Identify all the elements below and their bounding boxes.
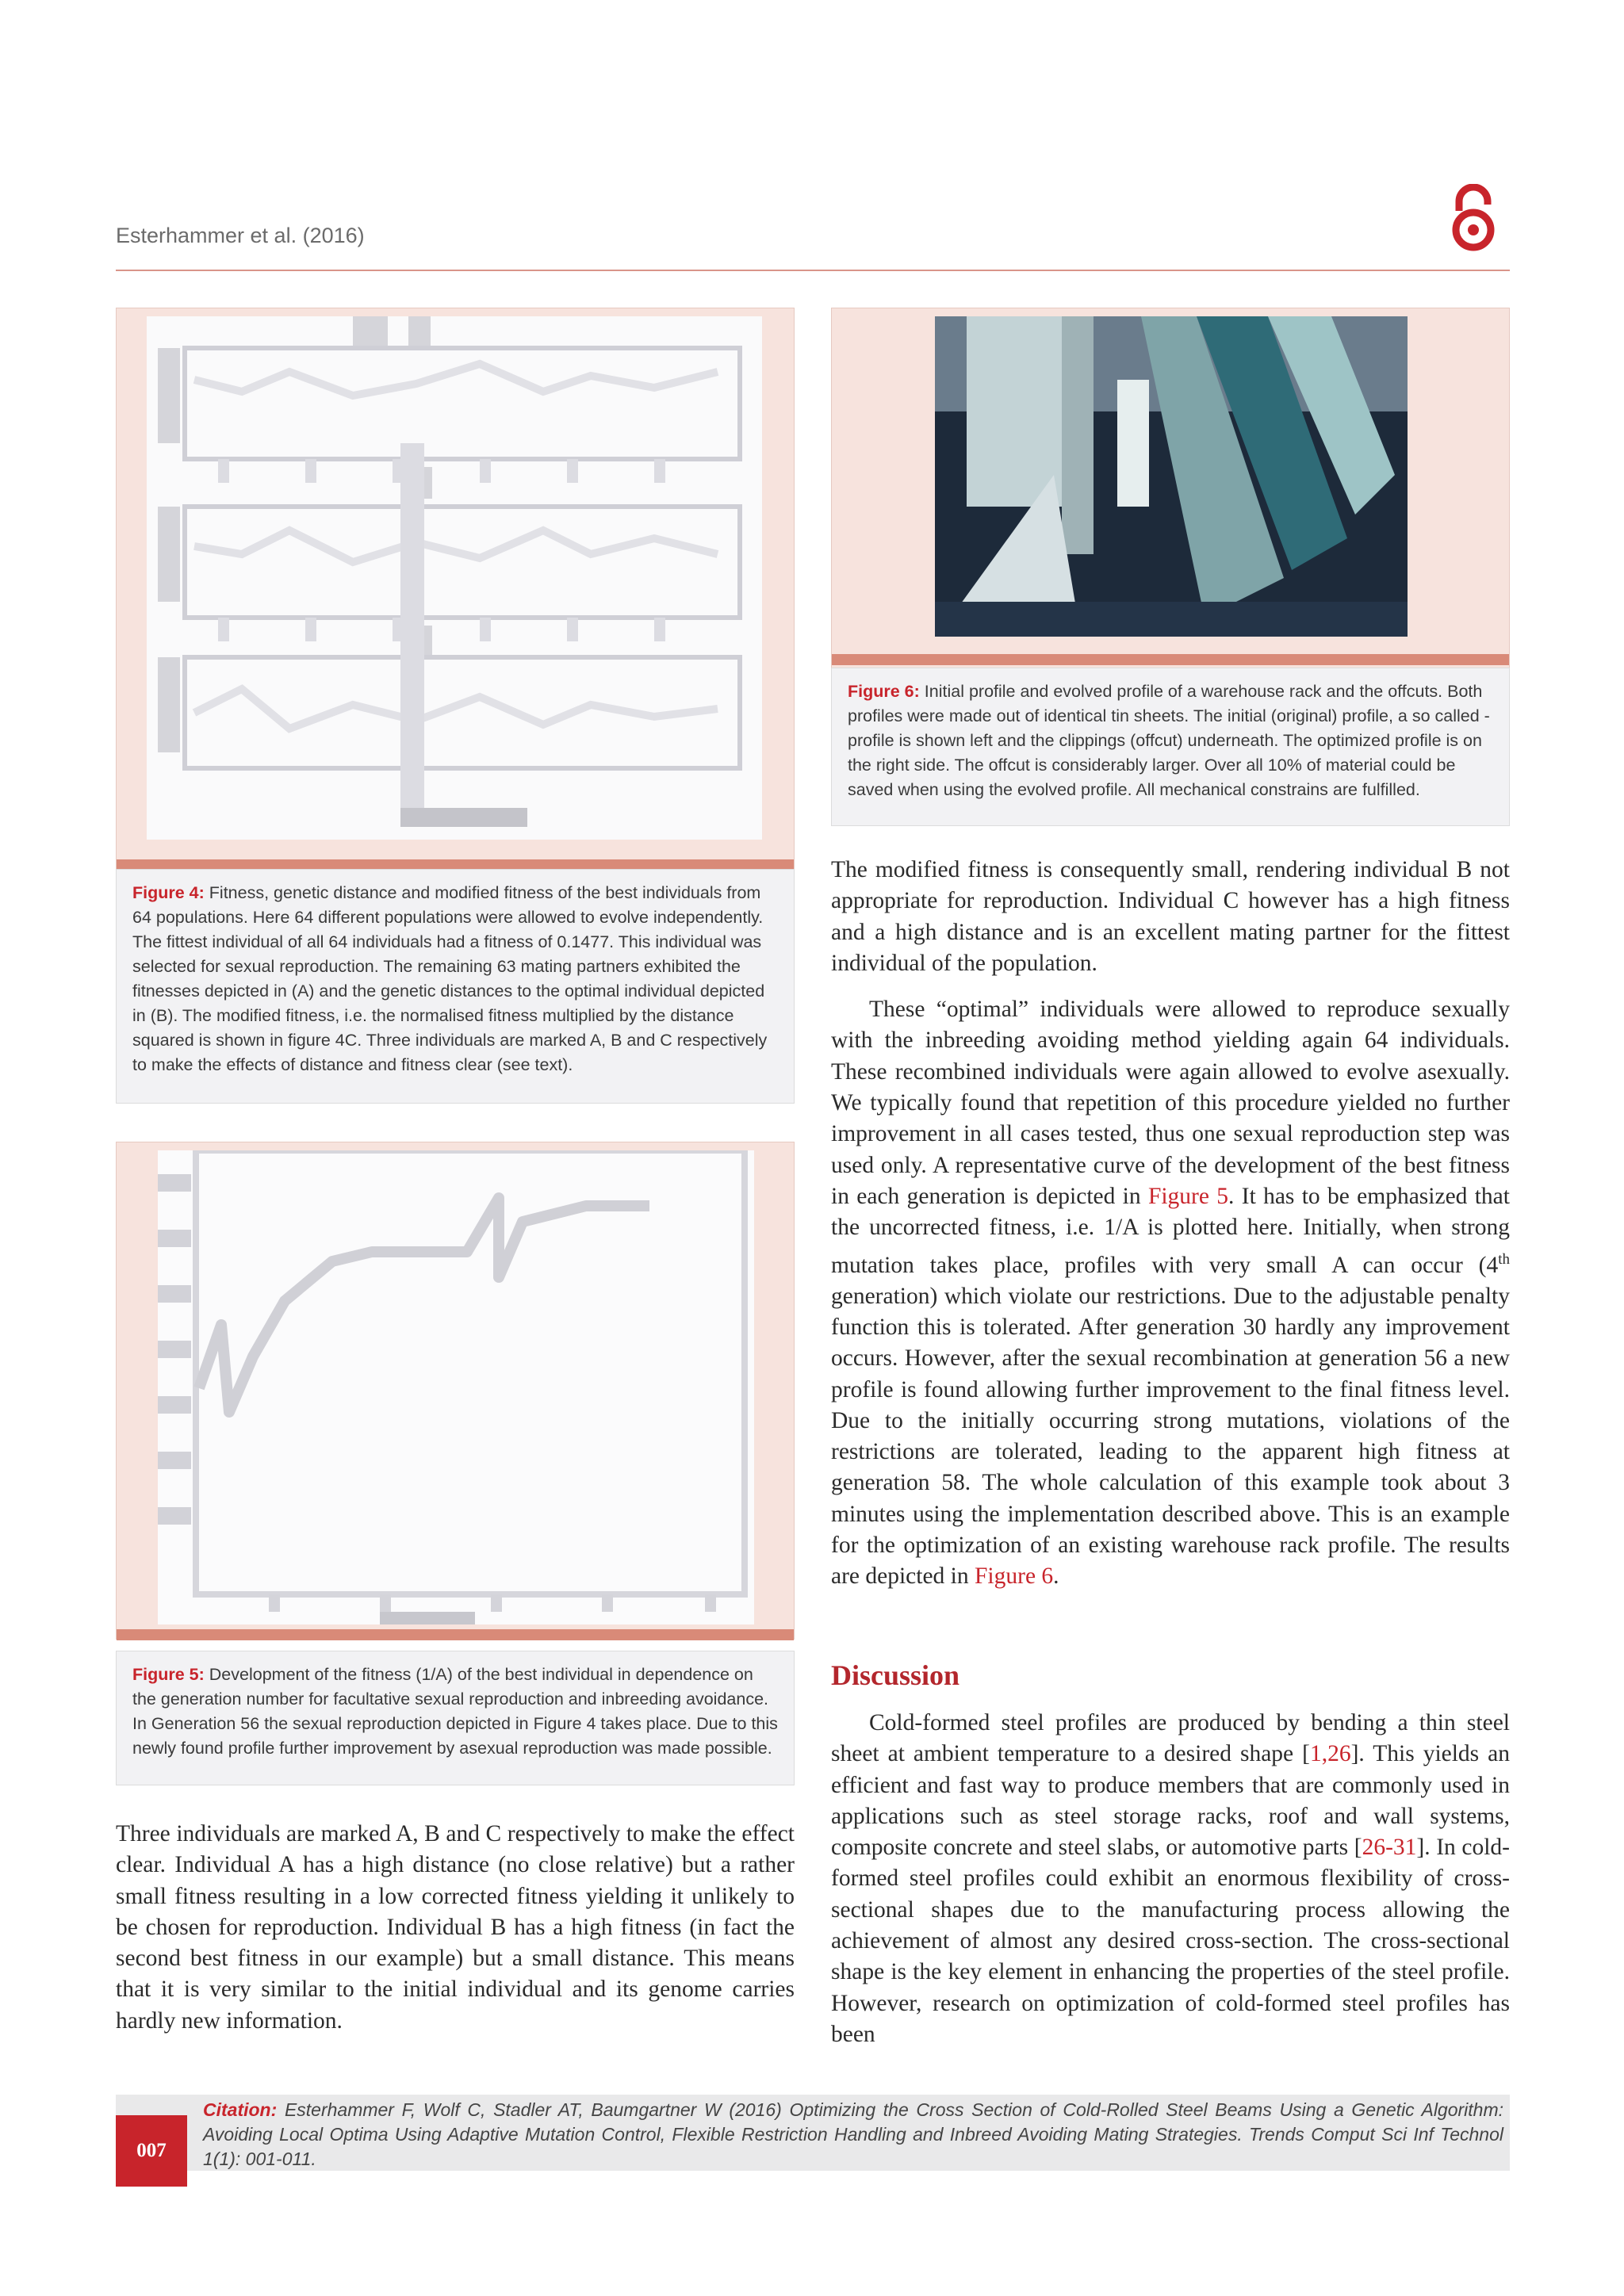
page-number: 007 bbox=[116, 2115, 187, 2187]
figure-5-caption-text: Development of the fitness (1/A) of the best individual in dependence on the generation number for facultative sexual reproduction and inbreeding avoidance. In Generation 56 the sexual reproduction depicted in Figure 4 takes place. Due to this newly found profile further improvement by asexual reproduction was made possible. bbox=[132, 1665, 778, 1758]
left-paragraph-1: Three individuals are marked A, B and C respectively to make the effect clear. Individual A has a high distance (no close relative) but a rather small fitness resulting in a low corrected fitness yielding it unlikely to be chosen for reproduction. Individual B has a high fitness (in fact the second best fitness in our example) but a small distance. This means that it is very similar to the initial individual and its genome carries hardly new information. bbox=[116, 1821, 795, 2034]
figure-4-image bbox=[147, 316, 762, 840]
left-column-text bbox=[116, 1819, 795, 2037]
figure-6-link[interactable]: Figure 6 bbox=[975, 1563, 1054, 1590]
right-column-lower-text bbox=[831, 1708, 1510, 2050]
header-divider bbox=[116, 270, 1510, 271]
citation-body: Esterhammer F, Wolf C, Stadler AT, Baumgartner W (2016) Optimizing the Cross Section of Cold-Rolled Steel Beams Using a Genetic Algorithm: Avoiding Local Optima Using Adaptive Mutation Control, Flexible Restriction Handling and Inbreed Avoiding Mating Strategies. Trends Comput Sci Inf Technol 1(1): 001-011. bbox=[203, 2099, 1504, 2169]
figure-6-panel bbox=[831, 308, 1510, 669]
citation-text bbox=[203, 2098, 1503, 2172]
right-paragraph-2: These “optimal” individuals were allowed to reproduce sexually with the inbreeding avoiding method yielding again 64 individuals. These recombined individuals were again allowed to evolve asexually. We typically found that repetition of this procedure yielded no further improvement in all cases tested, thus one sexual reproduction step was used only. A representative curve of the development of the best fitness in each generation is depicted in Figure 5. It has to be emphasized that the uncorrected fitness, i.e. 1/A is plotted here. Initially, when strong mutation takes place, profiles with very small A can occur (4th generation) which violate our restrictions. Due to the adjustable penalty function this is tolerated. After generation 30 hardly any improvement occurs. However, after the sexual recombination at generation 56 a new profile is found allowing further improvement to the final fitness level. Due to the initially occurring strong mutations, violations of the restrictions are tolerated, leading to the apparent high fitness at generation 58. The whole calculation of this example took about 3 minutes using the implementation described above. This is an example for the optimization of an existing warehouse rack profile. The results are depicted in Figure 6. bbox=[831, 997, 1510, 1590]
figure-4-caption-text: Fitness, genetic distance and modified fitness of the best individuals from 64 populations. Here 64 different populations were allowed to evolve independently. The fittest individual of all 64 individuals had a fitness of 0.1477. This individual was selected for sexual reproduction. The remaining 63 mating partners exhibited the fitnesses depicted in (A) and the genetic distances to the optimal individual depicted in (B). The modified fitness, i.e. the normalised fitness multiplied by the distance squared is shown in figure 4C. Three individuals are marked A, B and C respectively to make the effects of distance and fitness clear (see text). bbox=[132, 883, 768, 1074]
figure-5-image bbox=[158, 1150, 754, 1624]
figure-4-caption bbox=[116, 869, 795, 1104]
figure-6-bar bbox=[832, 654, 1509, 665]
figure-6-label: Figure 6: bbox=[848, 682, 920, 701]
figure-6-caption-text: Initial profile and evolved profile of a warehouse rack and the offcuts. Both profiles were made out of identical tin sheets. The initial (original) profile, a so called - profile is shown left and the clippings (offcut) underneath. The optimized profile is on the right side. The offcut is considerably larger. Over all 10% of material could be saved when using the evolved profile. All mechanical constrains are fulfilled. bbox=[848, 682, 1490, 799]
open-access-icon bbox=[1448, 184, 1499, 252]
figure-5-panel bbox=[116, 1142, 795, 1640]
citation-label: Citation: bbox=[203, 2099, 278, 2120]
figure-5-label: Figure 5: bbox=[132, 1665, 205, 1684]
right-column-upper-text bbox=[831, 855, 1510, 1593]
figure-5-bar bbox=[117, 1629, 794, 1640]
right-paragraph-1: The modified fitness is consequently small, rendering individual B not appropriate for reproduction. Individual C however has a high fitness and a high distance and is an excellent mating partner for the fittest individual of the population. bbox=[831, 857, 1510, 976]
figure-5-caption bbox=[116, 1651, 795, 1785]
figure-4-label: Figure 4: bbox=[132, 883, 205, 902]
running-header-author: Esterhammer et al. (2016) bbox=[116, 224, 365, 247]
figure-4-panel bbox=[116, 308, 795, 871]
right-paragraph-3: Cold-formed steel profiles are produced by bending a thin steel sheet at ambient temperature to a desired shape [1,26]. This yields an efficient and fast way to produce members that are commonly used in applications such as steel storage racks, roof and wall systems, composite concrete and steel slabs, or automotive parts [26-31]. In cold-formed steel profiles could exhibit an enormous flexibility of cross-sectional shapes due to the manufacturing process allowing the achievement of almost any desired cross-section. The cross-sectional shape is the key element in enhancing the properties of the steel profile. However, research on optimization of cold-formed steel profiles has been bbox=[831, 1710, 1511, 2047]
ref-link-1-26[interactable]: 1,26 bbox=[1309, 1741, 1351, 1767]
discussion-heading: Discussion bbox=[831, 1659, 960, 1691]
figure-6-image bbox=[935, 316, 1408, 637]
figure-5-link[interactable]: Figure 5 bbox=[1147, 1183, 1229, 1209]
ref-link-26-31[interactable]: 26-31 bbox=[1362, 1835, 1417, 1861]
figure-6-caption bbox=[831, 668, 1510, 826]
